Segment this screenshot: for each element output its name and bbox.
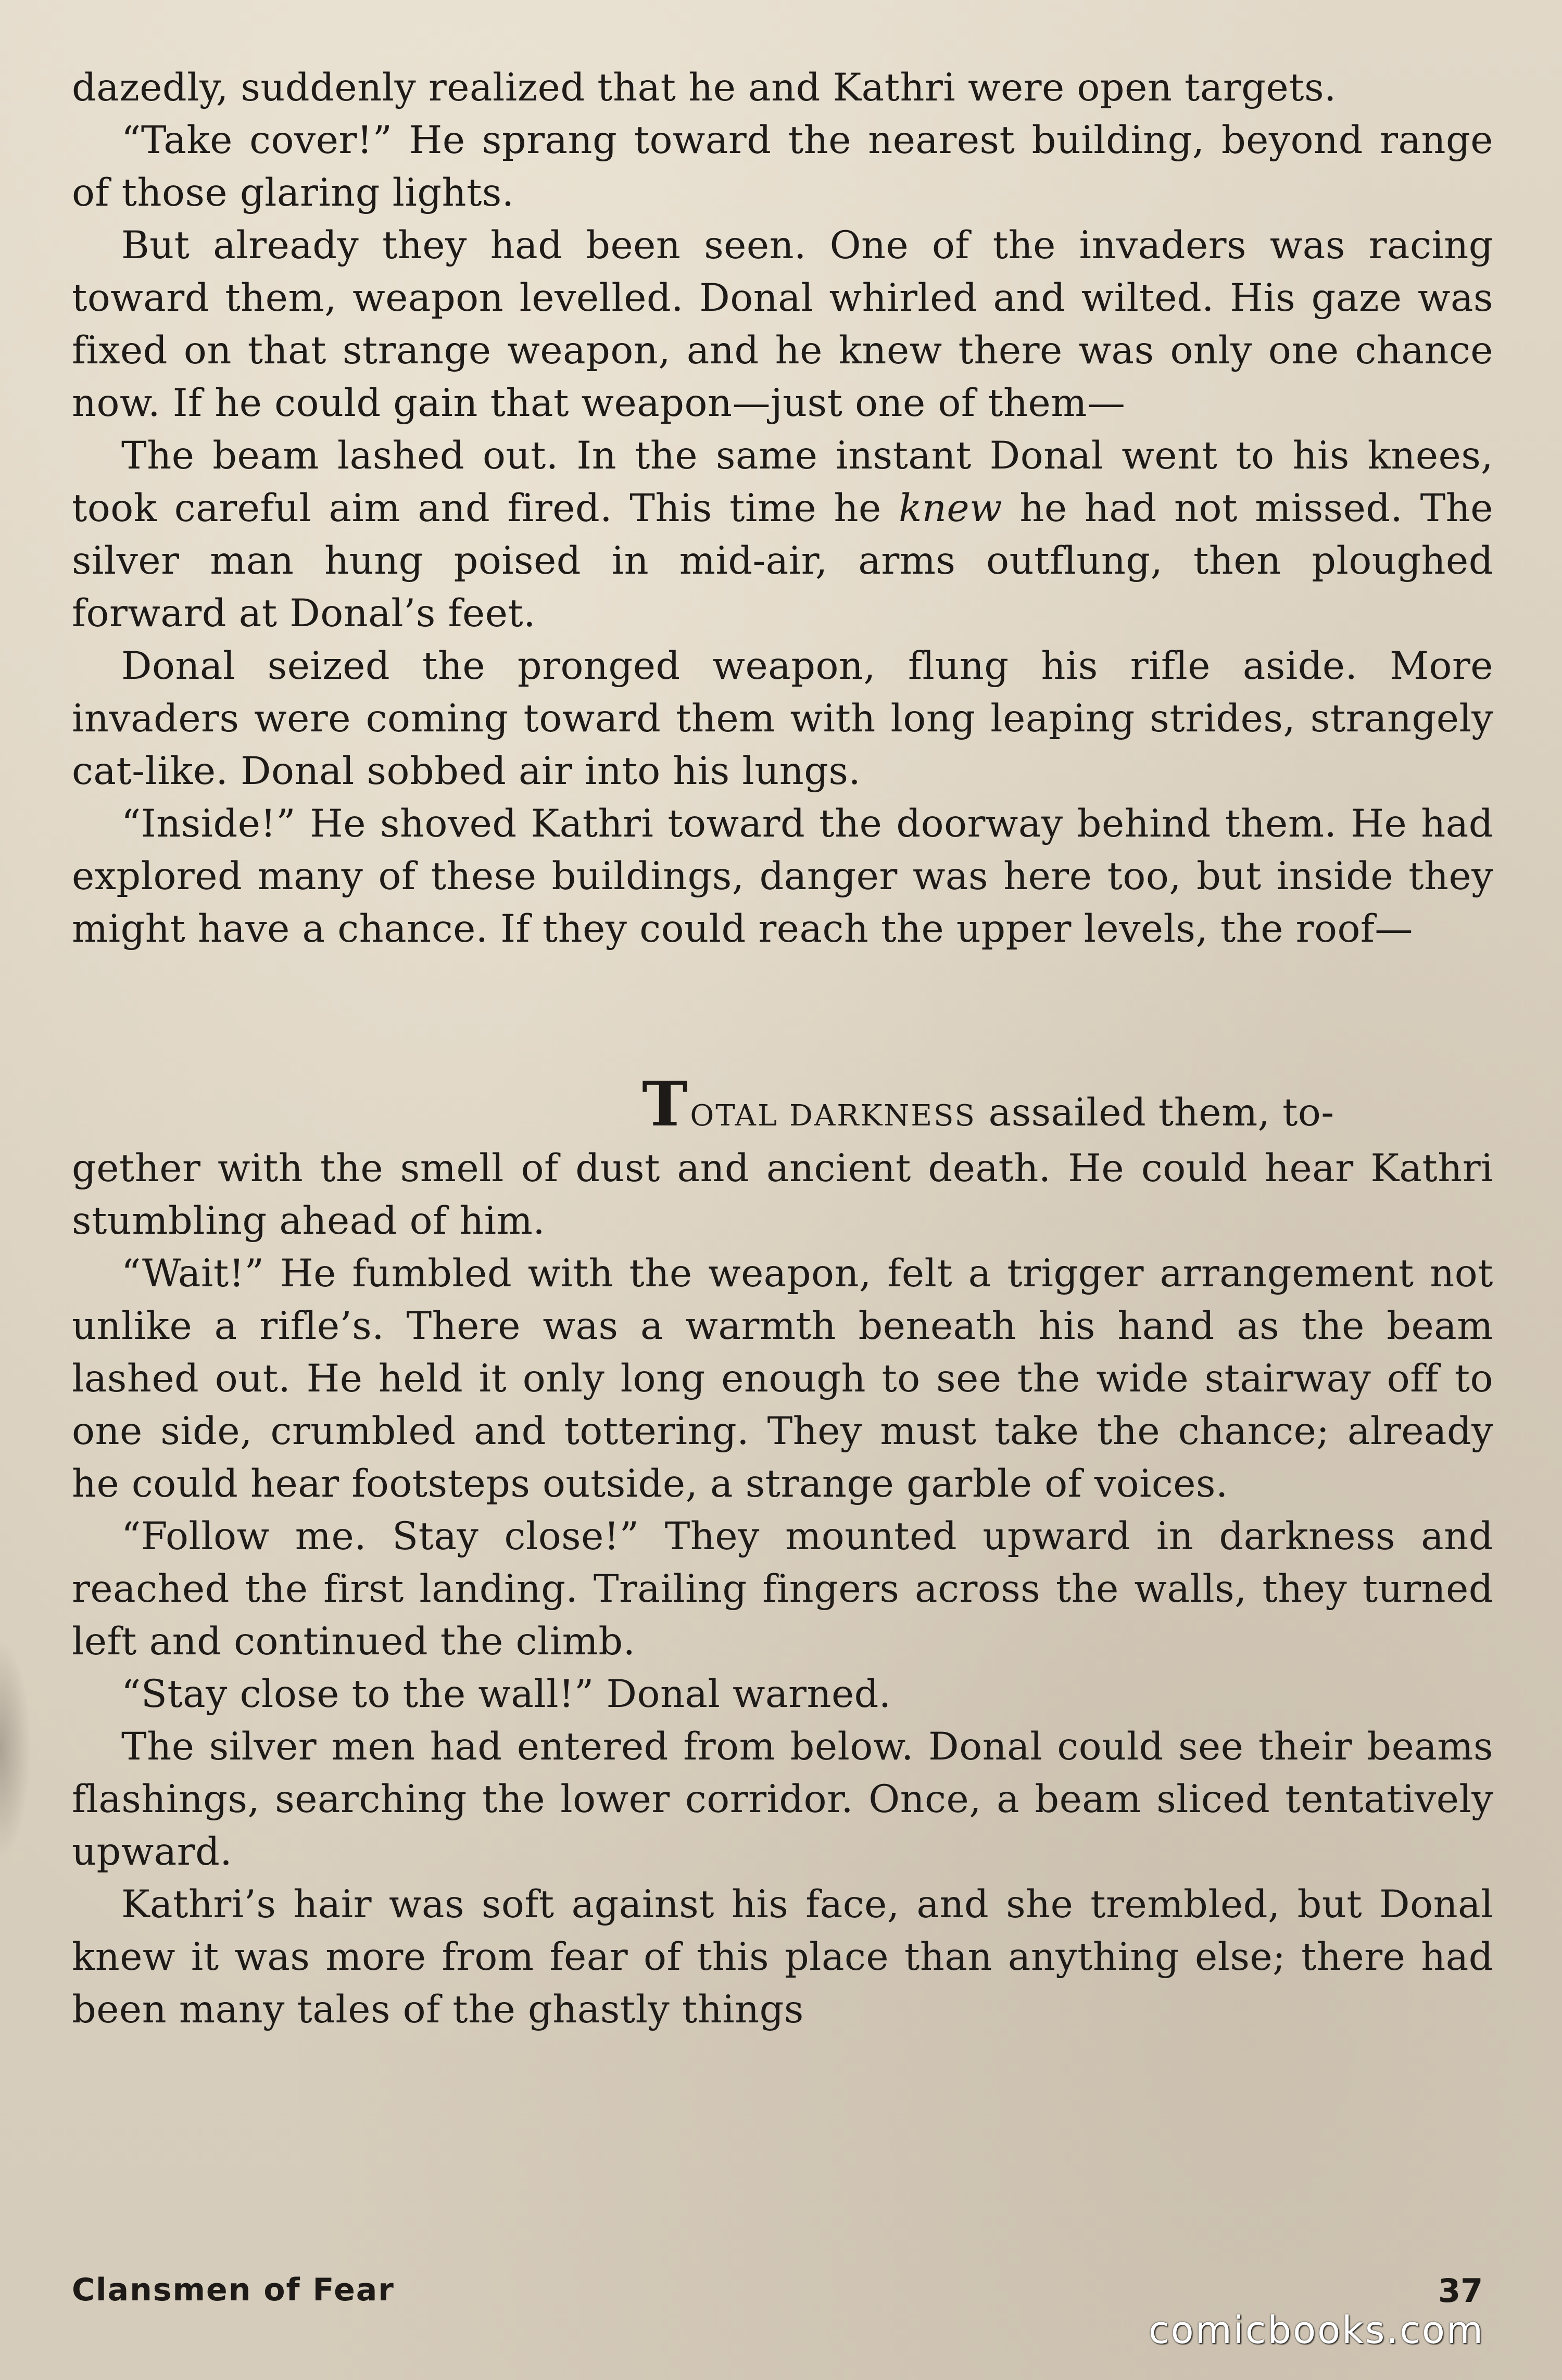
paragraph-kathri-hair: Kathri’s hair was soft against his face, and she trembled, but Donal knew it was more from fear of this place than anything else; there had been many tales of the ghastly things xyxy=(72,1882,1493,2032)
paragraph-already-seen: But already they had been seen. One of the invaders was racing toward them, weapon levelled. Donal whirled and wilted. His gaze was fixed on that strange weapon, and he knew there was only one chance now. If he could gain that weapon—just one of them— xyxy=(72,223,1493,425)
paragraph-beam-lashed-before: The beam lashed out. In the same instant Donal went to his knees, took careful aim and fired. This time he xyxy=(72,434,1493,530)
section-first-line xyxy=(72,1068,1493,1142)
paragraph-follow-me: “Follow me. Stay close!” They mounted upward in darkness and reached the first landing. Trailing fingers across the walls, they turned left and continued the climb. xyxy=(72,1514,1493,1664)
paragraph-pronged-weapon: Donal seized the pronged weapon, flung his rifle aside. More invaders were coming toward them with long leaping strides, strangely cat-like. Donal sobbed air into his lungs. xyxy=(72,644,1493,793)
paragraph-beam-lashed-after: he had not missed. The silver man hung poised in mid-air, arms outflung, then ploughed forward at Donal’s feet. xyxy=(72,486,1493,636)
emphasis-knew: knew xyxy=(899,486,1003,530)
section-smallcaps: OTAL DARKNESS xyxy=(690,1099,976,1133)
watermark: comicbooks.com xyxy=(1149,2308,1485,2352)
paragraph-take-cover: “Take cover!” He sprang toward the nearest building, beyond range of those glaring lights. xyxy=(72,118,1493,215)
page-stain xyxy=(0,1640,31,1858)
paragraph-wait: “Wait!” He fumbled with the weapon, felt a trigger arrangement not unlike a rifle’s. There was a warmth beneath his hand as the beam lashed out. He held it only long enough to see the wide stairway off to one side, crumbled and tottering. They must take the chance; already he could hear footsteps outside, a strange garble of voices. xyxy=(72,1251,1493,1506)
section-break xyxy=(72,955,1493,1083)
section-rest: gether with the smell of dust and ancient death. He could hear Kathri stumbling ahead of him. xyxy=(72,1146,1493,1243)
section-initial: T xyxy=(642,1068,688,1140)
section-opening-paragraph xyxy=(72,1068,1493,1247)
story-text xyxy=(72,61,1493,2036)
page-number: 37 xyxy=(1438,2272,1483,2310)
section-first-line-rest: assailed them, to- xyxy=(976,1091,1334,1135)
paragraph-stay-close: “Stay close to the wall!” Donal warned. xyxy=(121,1672,891,1716)
paragraph-beam-lashed xyxy=(72,429,1493,640)
paragraph-silver-men: The silver men had entered from below. Donal could see their beams flashings, searching the lower corridor. Once, a beam sliced tentatively upward. xyxy=(72,1725,1493,1874)
paragraph-continued: dazedly, suddenly realized that he and Kathri were open targets. xyxy=(72,66,1337,110)
footer-title: Clansmen of Fear xyxy=(72,2272,395,2308)
paragraph-inside: “Inside!” He shoved Kathri toward the doorway behind them. He had explored many of these buildings, danger was here too, but inside they might have a chance. If they could reach the upper levels, the roof— xyxy=(72,802,1493,951)
